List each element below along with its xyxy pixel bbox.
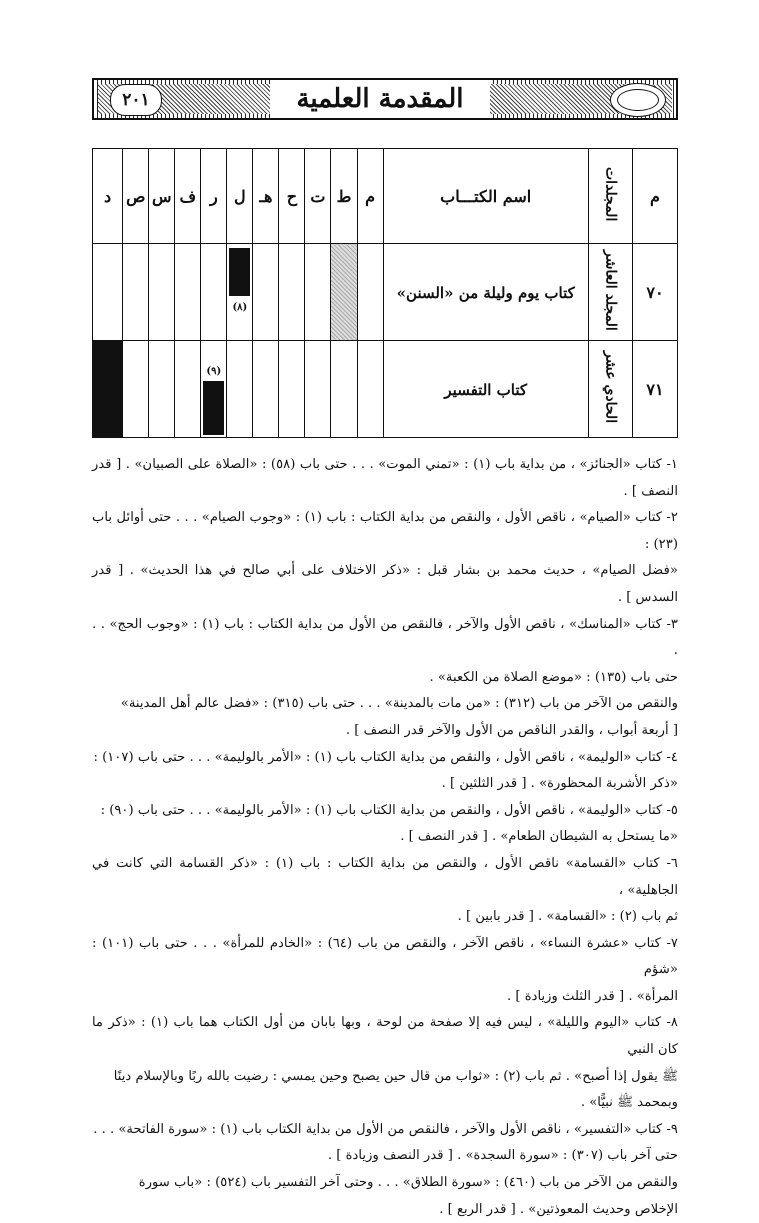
footnote-line: ٣- كتاب «المناسك» ، ناقص الأول والآخر ، فالنقص من الأول من بداية الكتاب : باب (١) : «وجوب الحج» . . . — [92, 616, 679, 659]
footnote-line: [ أربعة أبواب ، والقدر الناقص من الأول والآخر قدر النصف ] . — [345, 722, 678, 738]
footnote-line: حتى باب (١٣٥) : «موضع الصلاة من الكعبة» . — [429, 669, 678, 685]
cell-black-partial — [227, 244, 253, 341]
footnote-line: ٤- كتاب «الوليمة» ، ناقص الأول ، والنقص من بداية الكتاب باب (١) : «الأمر بالوليمة» . . . حتى باب (١٠٧) : — [93, 749, 678, 765]
cell-black-partial — [201, 341, 227, 438]
footnote-line: ٥- كتاب «الوليمة» ، ناقص الأول ، والنقص من بداية الكتاب باب (١) : «الأمر بالوليمة» . . . حتى باب (٩٠) : — [100, 802, 678, 818]
row-book: كتاب التفسير — [383, 341, 588, 438]
footnote-line: ٧- كتاب «عشرة النساء» ، ناقص الآخر ، والنقص من باب (٦٤) : «الخادم للمرأة» . . . حتى باب (١٠١) : «شؤم — [92, 935, 679, 978]
table-row — [93, 341, 678, 438]
header-col: ص — [123, 149, 149, 244]
cell — [253, 341, 279, 438]
footnote-ref: (٩) — [206, 366, 222, 377]
row-volume: الحادي عشر — [588, 341, 632, 438]
row-book: كتاب يوم وليلة من «السنن» — [383, 244, 588, 341]
table-row — [93, 244, 678, 341]
footnote-line: «ما يستحل به الشيطان الطعام» . [ قدر النصف ] . — [400, 829, 678, 845]
footnotes — [92, 452, 678, 1223]
cell — [149, 341, 175, 438]
row-num: ٧٠ — [632, 244, 677, 341]
cell — [305, 341, 331, 438]
footnote-line: الإخلاص وحديث المعوذتين» . [ قدر الربع ] . — [439, 1201, 678, 1217]
page-number: ٢٠١ — [110, 84, 162, 116]
cell-gray — [331, 244, 357, 341]
row-volume: المجلد العاشر — [588, 244, 632, 341]
manuscripts-table — [92, 148, 678, 438]
cell — [201, 244, 227, 341]
cell — [253, 244, 279, 341]
cell — [279, 341, 305, 438]
cell — [357, 244, 383, 341]
footnote-line: والنقص من الآخر من باب (٤٦٠) : «سورة الطلاق» . . . وحتى آخر التفسير باب (٥٢٤) : «باب سورة — [138, 1175, 678, 1191]
header-col: ت — [305, 149, 331, 244]
header-col: س — [149, 149, 175, 244]
header-volumes: المجلدات — [588, 149, 632, 244]
cell — [93, 244, 123, 341]
footnote-line: حتى آخر باب (٣٠٧) : «سورة السجدة» . [ قدر النصف وزيادة ] . — [327, 1148, 678, 1164]
footnote-line: المرأة» . [ قدر الثلث وزيادة ] . — [506, 988, 678, 1004]
cell — [175, 341, 201, 438]
page-title: المقدمة العلمية — [270, 80, 490, 118]
cell-black — [93, 341, 123, 438]
footnote-line: ٢- كتاب «الصيام» ، ناقص الأول ، والنقص من بداية الكتاب : باب (١) : «وجوب الصيام» . . . حتى أوائل باب (٢٣) : — [92, 510, 678, 552]
footnote-ref: (٨) — [232, 302, 248, 313]
footnote-line: والنقص من الآخر من باب (٣١٢) : «من مات بالمدينة» . . . حتى باب (٣١٥) : «فضل عالم أهل المدينة» — [120, 696, 678, 712]
header-col: م — [357, 149, 383, 244]
header-num: م — [632, 149, 677, 244]
cell — [175, 244, 201, 341]
cell — [331, 341, 357, 438]
cell — [279, 244, 305, 341]
cell — [227, 341, 253, 438]
cell — [123, 244, 149, 341]
row-num: ٧١ — [632, 341, 677, 438]
cell — [305, 244, 331, 341]
header-col: ر — [201, 149, 227, 244]
cell — [149, 244, 175, 341]
header-col: هـ — [253, 149, 279, 244]
header-col: ف — [175, 149, 201, 244]
footnote-line: ٦- كتاب «القسامة» ناقص الأول ، والنقص من بداية الكتاب : باب (١) : «ذكر القسامة التي كانت في الجاهلية» ، — [92, 855, 678, 898]
cell — [357, 341, 383, 438]
footnote-line: ثم باب (٢) : «القسامة» . [ قدر بابين ] . — [457, 909, 678, 925]
publisher-emblem-icon — [610, 83, 666, 117]
footnote-line: «فضل الصيام» ، حديث محمد بن بشار قبل : «ذكر الاختلاف على أبي صالح في هذا الحديث» . [ قدر السدس ] . — [92, 563, 678, 605]
footnote-line: ٨- كتاب «اليوم والليلة» ، ليس فيه إلا صفحة من لوحة ، وبها بابان من أول الكتاب هما باب (١) : «ذكر ما كان النبي — [92, 1015, 678, 1058]
footnote-line: ٩- كتاب «التفسير» ، ناقص الأول والآخر ، فالنقص من الأول من بداية الكتاب باب (١) : «سورة الفاتحة» . . . — [93, 1121, 678, 1137]
footnote-line: ﷺ يقول إذا أصبح» . ثم باب (٢) : «ثواب من قال حين يصبح وحين يمسي : رضيت بالله ربًا وبالإسلام دينًا — [113, 1068, 678, 1084]
footnote-line: وبمحمد ﷺ نبيًّا» . — [580, 1095, 678, 1111]
header-col: ل — [227, 149, 253, 244]
footnote-line: ١- كتاب «الجنائز» ، من بداية باب (١) : «تمني الموت» . . . حتى باب (٥٨) : «الصلاة على الصبيان» . [ قدر النصف ] . — [92, 457, 679, 499]
header-book-name: اسم الكتـــاب — [383, 149, 588, 244]
header-col: ح — [279, 149, 305, 244]
header-col: ط — [331, 149, 357, 244]
header-col: د — [93, 149, 123, 244]
cell — [123, 341, 149, 438]
footnote-line: «ذكر الأشربة المحظورة» . [ قدر الثلثين ] . — [441, 776, 678, 792]
table-header-row — [93, 149, 678, 244]
